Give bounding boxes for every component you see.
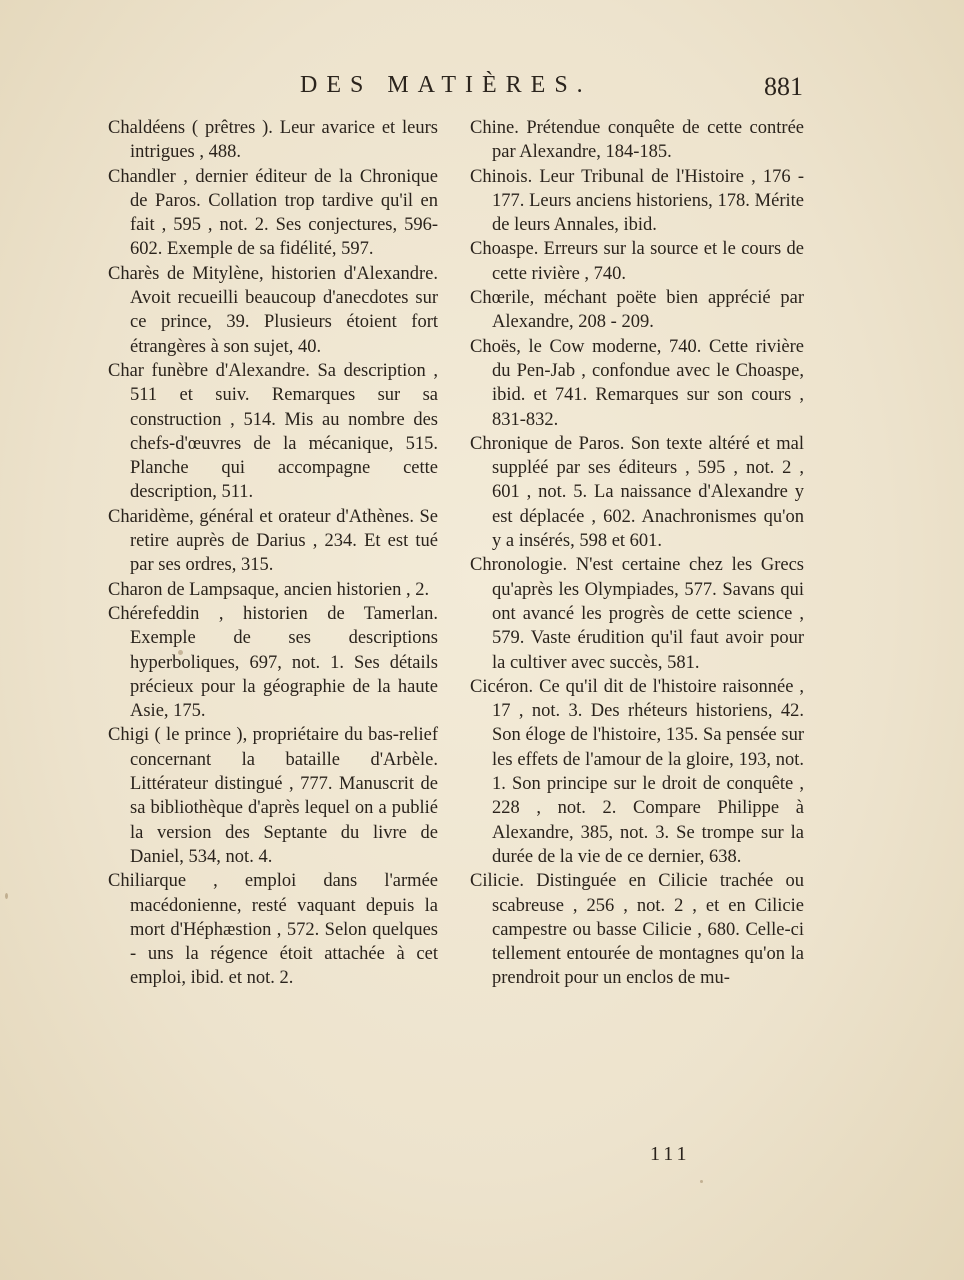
index-entry: Chigi ( le prince ), propriétaire du bas-relief concernant la bataille d'Arbèle. Littérateur distingué , 777. Manuscrit de sa bibliothèque d'après lequel on a publié la version des Septante du livre de Daniel, 534, not. 4. — [108, 725, 438, 867]
index-column-left — [108, 116, 438, 991]
index-entry: Charès de Mitylène, historien d'Alexandre. Avoit recueilli beaucoup d'anecdotes sur ce prince, 39. Plusieurs étoient fort étrangères à son sujet, 40. — [108, 263, 438, 357]
index-entry: Chiliarque , emploi dans l'armée macédonienne, resté vaquant depuis la mort d'Héphæstion , 572. Selon quelques - uns la régence étoit attachée à cet emploi, ibid. et not. 2. — [108, 871, 438, 989]
index-entry: Chandler , dernier éditeur de la Chronique de Paros. Collation trop tardive qu'il en fait , 595 , not. 2. Ses conjectures, 596-602. Exemple de sa fidélité, 597. — [108, 166, 438, 260]
index-entry: Charon de Lampsaque, ancien historien , 2. — [108, 579, 430, 600]
page-number: 881 — [764, 72, 803, 101]
ink-speck — [700, 1180, 703, 1183]
running-header: DES MATIÈRES. — [300, 72, 592, 98]
index-entry: Chronique de Paros. Son texte altéré et mal suppléé par ses éditeurs , 595 , not. 2 , 601 , not. 5. La naissance d'Alexandre y est déplacée , 602. Anachronismes qu'on y a insérés, 598 et 601. — [470, 433, 804, 552]
signature-mark: 111 — [650, 1143, 691, 1165]
index-column-right — [470, 116, 804, 991]
index-entry: Chœrile, méchant poëte bien apprécié par Alexandre, 208 - 209. — [470, 288, 804, 333]
index-entry: Chérefeddin , historien de Tamerlan. Exemple de ses descriptions hyperboliques, 697, not. 1. Ses détails précieux pour la géographie de la haute Asie, 175. — [108, 603, 438, 722]
index-entry: Chaldéens ( prêtres ). Leur avarice et leurs intrigues , 488. — [108, 118, 438, 163]
index-entry: Cicéron. Ce qu'il dit de l'histoire raisonnée , 17 , not. 3. Des rhéteurs historiens, 42. Son éloge de l'histoire, 135. Sa pensée sur les effets de l'amour de la gloire, 193, not. 1. Son principe sur le droit de conquête , 228 , not. 2. Compare Philippe à Alexandre, 385, not. 3. Se trompe sur la durée de la vie de ce dernier, 638. — [470, 676, 804, 867]
index-entry: Chine. Prétendue conquête de cette contrée par Alexandre, 184-185. — [470, 118, 804, 163]
ink-speck — [5, 893, 8, 899]
index-entry: Choës, le Cow moderne, 740. Cette rivière du Pen-Jab , confondue avec le Choaspe, ibid. et 741. Remarques sur son cours , 831-832. — [470, 336, 804, 430]
index-entry: Charidème, général et orateur d'Athènes. Se retire auprès de Darius , 234. Et est tué par ses ordres, 315. — [108, 506, 438, 576]
index-entry: Choaspe. Erreurs sur la source et le cours de cette rivière , 740. — [470, 239, 804, 284]
index-entry: Cilicie. Distinguée en Cilicie trachée ou scabreuse , 256 , not. 2 , et en Cilicie campestre ou basse Cilicie , 680. Celle-ci tellement entourée de montagnes qu'on la prendroit pour un enclos de mu- — [470, 871, 804, 989]
index-entry: Chronologie. N'est certaine chez les Grecs qu'après les Olympiades, 577. Savans qui ont avancé les progrès de cette science , 579. Vaste érudition qu'il faut avoir pour la cultiver avec succès, 581. — [470, 555, 804, 673]
index-entry: Char funèbre d'Alexandre. Sa description , 511 et suiv. Remarques sur sa construction , 514. Mis au nombre des chefs-d'œuvres de la mécanique, 515. Planche qui accompagne cette description, 511. — [108, 360, 438, 503]
ink-speck — [178, 650, 183, 655]
index-entry: Chinois. Leur Tribunal de l'Histoire , 176 - 177. Leurs anciens historiens, 178. Mérite de leurs Annales, ibid. — [470, 166, 804, 236]
